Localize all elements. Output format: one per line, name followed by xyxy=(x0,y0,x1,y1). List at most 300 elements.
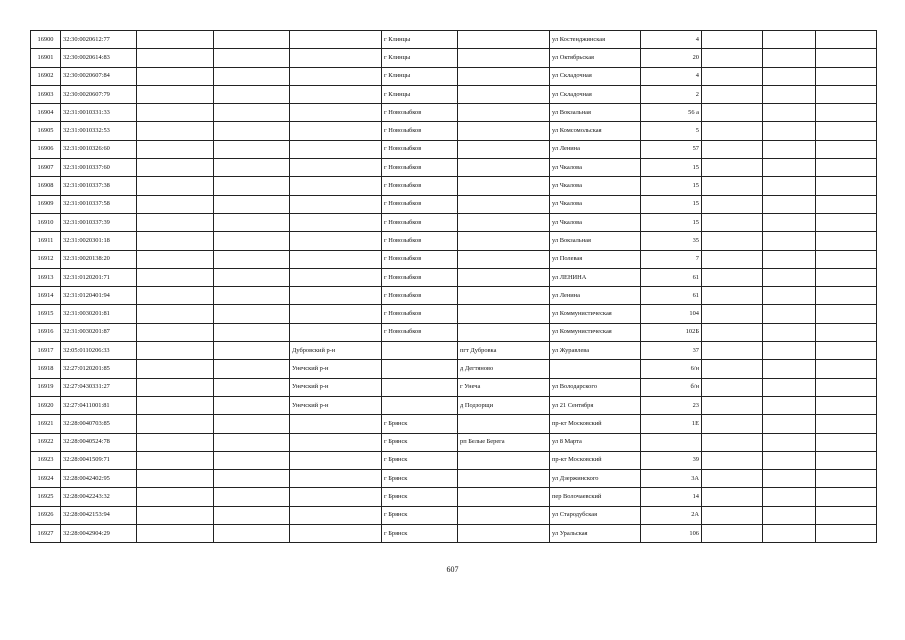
empty-cell xyxy=(816,451,877,469)
street-cell: ул Коммунистическая xyxy=(550,305,641,323)
city-cell: г Брянск xyxy=(382,488,458,506)
empty-cell xyxy=(137,506,214,524)
empty-cell xyxy=(214,506,290,524)
empty-cell xyxy=(763,85,816,103)
empty-cell xyxy=(214,177,290,195)
table-row xyxy=(31,470,877,488)
city-cell: г Новозыбков xyxy=(382,177,458,195)
record-number-cell: 16919 xyxy=(31,378,61,396)
empty-cell xyxy=(214,323,290,341)
settlement-cell: д Дегтяново xyxy=(458,360,550,378)
record-number-cell: 16916 xyxy=(31,323,61,341)
district-cell xyxy=(290,451,382,469)
house-number-cell: 6/н xyxy=(641,360,702,378)
house-number-cell: 39 xyxy=(641,451,702,469)
record-number-cell: 16900 xyxy=(31,31,61,49)
city-cell: г Клинцы xyxy=(382,85,458,103)
cadastral-number-cell: 32:31:0010337:39 xyxy=(61,213,137,231)
cadastral-number-cell: 32:28:0042243:32 xyxy=(61,488,137,506)
city-cell xyxy=(382,378,458,396)
street-cell: пер Волочаевский xyxy=(550,488,641,506)
record-number-cell: 16921 xyxy=(31,415,61,433)
table-row xyxy=(31,396,877,414)
empty-cell xyxy=(702,451,763,469)
house-number-cell: 20 xyxy=(641,49,702,67)
empty-cell xyxy=(763,177,816,195)
empty-cell xyxy=(816,470,877,488)
table-row xyxy=(31,433,877,451)
cadastral-number-cell: 32:28:0040703:85 xyxy=(61,415,137,433)
empty-cell xyxy=(137,85,214,103)
empty-cell xyxy=(137,140,214,158)
house-number-cell: 23 xyxy=(641,396,702,414)
empty-cell xyxy=(763,213,816,231)
empty-cell xyxy=(816,177,877,195)
house-number-cell: 7 xyxy=(641,250,702,268)
table-row xyxy=(31,104,877,122)
empty-cell xyxy=(816,506,877,524)
empty-cell xyxy=(816,140,877,158)
record-number-cell: 16901 xyxy=(31,49,61,67)
record-number-cell: 16915 xyxy=(31,305,61,323)
cadastral-number-cell: 32:30:0020607:84 xyxy=(61,67,137,85)
cadastral-number-cell: 32:31:0120401:94 xyxy=(61,287,137,305)
record-number-cell: 16924 xyxy=(31,470,61,488)
street-cell: ул Вокзальная xyxy=(550,104,641,122)
settlement-cell xyxy=(458,104,550,122)
empty-cell xyxy=(702,31,763,49)
empty-cell xyxy=(816,213,877,231)
record-number-cell: 16910 xyxy=(31,213,61,231)
table-row xyxy=(31,305,877,323)
house-number-cell: 4 xyxy=(641,67,702,85)
settlement-cell xyxy=(458,488,550,506)
city-cell: г Новозыбков xyxy=(382,213,458,231)
empty-cell xyxy=(702,104,763,122)
empty-cell xyxy=(702,305,763,323)
table-row xyxy=(31,195,877,213)
cadastral-number-cell: 32:28:0042153:94 xyxy=(61,506,137,524)
street-cell: ул Дзержинского xyxy=(550,470,641,488)
settlement-cell xyxy=(458,250,550,268)
city-cell xyxy=(382,342,458,360)
district-cell: Унечский р-н xyxy=(290,378,382,396)
empty-cell xyxy=(763,415,816,433)
city-cell: г Новозыбков xyxy=(382,104,458,122)
empty-cell xyxy=(763,67,816,85)
empty-cell xyxy=(702,140,763,158)
empty-cell xyxy=(816,378,877,396)
record-number-cell: 16926 xyxy=(31,506,61,524)
district-cell xyxy=(290,268,382,286)
cadastral-number-cell: 32:27:0120201:85 xyxy=(61,360,137,378)
street-cell: ул Ленина xyxy=(550,140,641,158)
street-cell: пр-кт Московский xyxy=(550,415,641,433)
street-cell: ул Чкалова xyxy=(550,159,641,177)
empty-cell xyxy=(763,506,816,524)
settlement-cell xyxy=(458,268,550,286)
street-cell: ул Полевая xyxy=(550,250,641,268)
house-number-cell: 1Е xyxy=(641,415,702,433)
empty-cell xyxy=(137,31,214,49)
city-cell: г Новозыбков xyxy=(382,195,458,213)
empty-cell xyxy=(137,305,214,323)
street-cell: ул Журавлева xyxy=(550,342,641,360)
district-cell xyxy=(290,85,382,103)
city-cell: г Новозыбков xyxy=(382,287,458,305)
street-cell: ул Ленина xyxy=(550,287,641,305)
street-cell: ул Чкалова xyxy=(550,213,641,231)
street-cell: ул Володарского xyxy=(550,378,641,396)
record-number-cell: 16927 xyxy=(31,525,61,543)
district-cell xyxy=(290,287,382,305)
empty-cell xyxy=(763,287,816,305)
cadastral-number-cell: 32:31:0010331:33 xyxy=(61,104,137,122)
district-cell: Унечский р-н xyxy=(290,396,382,414)
city-cell: г Новозыбков xyxy=(382,122,458,140)
empty-cell xyxy=(816,305,877,323)
empty-cell xyxy=(763,525,816,543)
district-cell xyxy=(290,195,382,213)
empty-cell xyxy=(214,396,290,414)
empty-cell xyxy=(214,232,290,250)
city-cell: г Клинцы xyxy=(382,67,458,85)
empty-cell xyxy=(763,305,816,323)
empty-cell xyxy=(137,268,214,286)
empty-cell xyxy=(702,250,763,268)
empty-cell xyxy=(816,195,877,213)
settlement-cell xyxy=(458,323,550,341)
record-number-cell: 16914 xyxy=(31,287,61,305)
city-cell: г Новозыбков xyxy=(382,159,458,177)
house-number-cell: 14 xyxy=(641,488,702,506)
district-cell xyxy=(290,213,382,231)
empty-cell xyxy=(214,122,290,140)
table-row xyxy=(31,415,877,433)
empty-cell xyxy=(763,104,816,122)
empty-cell xyxy=(137,396,214,414)
record-number-cell: 16923 xyxy=(31,451,61,469)
house-number-cell: 104 xyxy=(641,305,702,323)
record-number-cell: 16911 xyxy=(31,232,61,250)
empty-cell xyxy=(763,122,816,140)
city-cell: г Новозыбков xyxy=(382,323,458,341)
city-cell xyxy=(382,396,458,414)
empty-cell xyxy=(137,451,214,469)
district-cell xyxy=(290,49,382,67)
street-cell: ул 21 Сентября xyxy=(550,396,641,414)
table-row xyxy=(31,451,877,469)
empty-cell xyxy=(214,67,290,85)
empty-cell xyxy=(816,268,877,286)
cadastral-number-cell: 32:28:0040524:78 xyxy=(61,433,137,451)
house-number-cell: 3А xyxy=(641,470,702,488)
empty-cell xyxy=(816,85,877,103)
empty-cell xyxy=(702,287,763,305)
city-cell: г Брянск xyxy=(382,451,458,469)
empty-cell xyxy=(702,506,763,524)
house-number-cell: 61 xyxy=(641,287,702,305)
table-row xyxy=(31,85,877,103)
empty-cell xyxy=(702,268,763,286)
house-number-cell: б/н xyxy=(641,378,702,396)
cadastral-number-cell: 32:30:0020614:83 xyxy=(61,49,137,67)
street-cell: ул ЛЕНИНА xyxy=(550,268,641,286)
district-cell xyxy=(290,122,382,140)
district-cell xyxy=(290,305,382,323)
table-row xyxy=(31,177,877,195)
settlement-cell xyxy=(458,213,550,231)
empty-cell xyxy=(763,378,816,396)
empty-cell xyxy=(137,122,214,140)
table-row xyxy=(31,213,877,231)
cadastral-number-cell: 32:28:0042402:95 xyxy=(61,470,137,488)
settlement-cell xyxy=(458,232,550,250)
street-cell: ул Чкалова xyxy=(550,177,641,195)
settlement-cell xyxy=(458,31,550,49)
house-number-cell: 106 xyxy=(641,525,702,543)
house-number-cell: 15 xyxy=(641,177,702,195)
district-cell xyxy=(290,159,382,177)
table-row xyxy=(31,122,877,140)
city-cell: г Новозыбков xyxy=(382,232,458,250)
empty-cell xyxy=(763,250,816,268)
record-number-cell: 16918 xyxy=(31,360,61,378)
empty-cell xyxy=(702,470,763,488)
registry-table xyxy=(30,30,877,543)
settlement-cell xyxy=(458,506,550,524)
empty-cell xyxy=(763,323,816,341)
page-number: 607 xyxy=(446,565,459,574)
empty-cell xyxy=(137,287,214,305)
settlement-cell xyxy=(458,49,550,67)
empty-cell xyxy=(763,342,816,360)
house-number-cell xyxy=(641,433,702,451)
empty-cell xyxy=(214,360,290,378)
cadastral-number-cell: 32:31:0030201:87 xyxy=(61,323,137,341)
settlement-cell: рп Белые Берега xyxy=(458,433,550,451)
record-number-cell: 16906 xyxy=(31,140,61,158)
empty-cell xyxy=(214,250,290,268)
street-cell: ул Уральская xyxy=(550,525,641,543)
empty-cell xyxy=(214,287,290,305)
city-cell: г Новозыбков xyxy=(382,305,458,323)
empty-cell xyxy=(763,360,816,378)
empty-cell xyxy=(214,451,290,469)
settlement-cell xyxy=(458,122,550,140)
table-row xyxy=(31,140,877,158)
table-row xyxy=(31,488,877,506)
empty-cell xyxy=(214,104,290,122)
settlement-cell xyxy=(458,525,550,543)
record-number-cell: 16908 xyxy=(31,177,61,195)
table-row xyxy=(31,506,877,524)
empty-cell xyxy=(763,49,816,67)
table-row xyxy=(31,323,877,341)
empty-cell xyxy=(763,140,816,158)
record-number-cell: 16904 xyxy=(31,104,61,122)
empty-cell xyxy=(214,525,290,543)
record-number-cell: 16922 xyxy=(31,433,61,451)
district-cell xyxy=(290,232,382,250)
record-number-cell: 16907 xyxy=(31,159,61,177)
empty-cell xyxy=(137,525,214,543)
cadastral-number-cell: 32:31:0120201:71 xyxy=(61,268,137,286)
empty-cell xyxy=(702,360,763,378)
settlement-cell xyxy=(458,67,550,85)
table-row xyxy=(31,360,877,378)
city-cell: г Новозыбков xyxy=(382,140,458,158)
empty-cell xyxy=(702,378,763,396)
district-cell xyxy=(290,433,382,451)
settlement-cell xyxy=(458,451,550,469)
empty-cell xyxy=(816,159,877,177)
settlement-cell xyxy=(458,415,550,433)
district-cell xyxy=(290,250,382,268)
empty-cell xyxy=(763,31,816,49)
cadastral-number-cell: 32:31:0010326:60 xyxy=(61,140,137,158)
district-cell xyxy=(290,415,382,433)
empty-cell xyxy=(816,104,877,122)
record-number-cell: 16920 xyxy=(31,396,61,414)
district-cell xyxy=(290,488,382,506)
district-cell xyxy=(290,525,382,543)
street-cell: ул Складочная xyxy=(550,67,641,85)
record-number-cell: 16909 xyxy=(31,195,61,213)
empty-cell xyxy=(763,433,816,451)
cadastral-number-cell: 32:30:0020612:77 xyxy=(61,31,137,49)
empty-cell xyxy=(214,140,290,158)
empty-cell xyxy=(214,49,290,67)
cadastral-number-cell: 32:27:0430331:27 xyxy=(61,378,137,396)
empty-cell xyxy=(214,342,290,360)
empty-cell xyxy=(763,159,816,177)
empty-cell xyxy=(702,213,763,231)
city-cell: г Брянск xyxy=(382,415,458,433)
house-number-cell: 35 xyxy=(641,232,702,250)
district-cell: Дубровский р-н xyxy=(290,342,382,360)
empty-cell xyxy=(816,525,877,543)
district-cell: Унечский р-н xyxy=(290,360,382,378)
settlement-cell: пгт Дубровка xyxy=(458,342,550,360)
empty-cell xyxy=(137,415,214,433)
house-number-cell: 102Б xyxy=(641,323,702,341)
settlement-cell xyxy=(458,85,550,103)
empty-cell xyxy=(763,195,816,213)
empty-cell xyxy=(763,488,816,506)
record-number-cell: 16912 xyxy=(31,250,61,268)
empty-cell xyxy=(816,342,877,360)
district-cell xyxy=(290,506,382,524)
street-cell: ул Складочная xyxy=(550,85,641,103)
house-number-cell: 57 xyxy=(641,140,702,158)
cadastral-number-cell: 32:05:0110206:33 xyxy=(61,342,137,360)
empty-cell xyxy=(702,177,763,195)
table-row xyxy=(31,31,877,49)
settlement-cell xyxy=(458,470,550,488)
empty-cell xyxy=(816,323,877,341)
empty-cell xyxy=(137,378,214,396)
table-row xyxy=(31,232,877,250)
empty-cell xyxy=(214,195,290,213)
empty-cell xyxy=(763,232,816,250)
empty-cell xyxy=(214,85,290,103)
empty-cell xyxy=(702,232,763,250)
empty-cell xyxy=(702,159,763,177)
city-cell: г Новозыбков xyxy=(382,250,458,268)
empty-cell xyxy=(214,470,290,488)
cadastral-number-cell: 32:28:0041509:71 xyxy=(61,451,137,469)
district-cell xyxy=(290,140,382,158)
record-number-cell: 16905 xyxy=(31,122,61,140)
empty-cell xyxy=(702,342,763,360)
empty-cell xyxy=(214,159,290,177)
house-number-cell: 37 xyxy=(641,342,702,360)
empty-cell xyxy=(763,451,816,469)
empty-cell xyxy=(816,31,877,49)
record-number-cell: 16925 xyxy=(31,488,61,506)
city-cell xyxy=(382,360,458,378)
empty-cell xyxy=(816,415,877,433)
empty-cell xyxy=(763,470,816,488)
empty-cell xyxy=(214,213,290,231)
table-row xyxy=(31,342,877,360)
house-number-cell: 4 xyxy=(641,31,702,49)
settlement-cell xyxy=(458,305,550,323)
cadastral-number-cell: 32:31:0010337:60 xyxy=(61,159,137,177)
empty-cell xyxy=(137,342,214,360)
empty-cell xyxy=(214,305,290,323)
empty-cell xyxy=(137,250,214,268)
empty-cell xyxy=(214,488,290,506)
city-cell: г Брянск xyxy=(382,433,458,451)
table-row xyxy=(31,250,877,268)
empty-cell xyxy=(816,232,877,250)
cadastral-number-cell: 32:27:0411001:81 xyxy=(61,396,137,414)
empty-cell xyxy=(137,213,214,231)
empty-cell xyxy=(137,232,214,250)
record-number-cell: 16917 xyxy=(31,342,61,360)
house-number-cell: 2А xyxy=(641,506,702,524)
empty-cell xyxy=(816,250,877,268)
empty-cell xyxy=(702,49,763,67)
empty-cell xyxy=(816,488,877,506)
settlement-cell xyxy=(458,177,550,195)
empty-cell xyxy=(816,122,877,140)
table-row xyxy=(31,268,877,286)
empty-cell xyxy=(816,287,877,305)
house-number-cell: 15 xyxy=(641,195,702,213)
empty-cell xyxy=(137,177,214,195)
empty-cell xyxy=(214,268,290,286)
district-cell xyxy=(290,31,382,49)
empty-cell xyxy=(763,396,816,414)
city-cell: г Брянск xyxy=(382,525,458,543)
empty-cell xyxy=(137,195,214,213)
empty-cell xyxy=(214,378,290,396)
cadastral-number-cell: 32:31:0010337:38 xyxy=(61,177,137,195)
house-number-cell: 61 xyxy=(641,268,702,286)
empty-cell xyxy=(702,488,763,506)
settlement-cell: д Подзорщи xyxy=(458,396,550,414)
record-number-cell: 16902 xyxy=(31,67,61,85)
empty-cell xyxy=(214,31,290,49)
empty-cell xyxy=(137,104,214,122)
street-cell: пр-кт Московский xyxy=(550,451,641,469)
cadastral-number-cell: 32:31:0030201:81 xyxy=(61,305,137,323)
street-cell xyxy=(550,360,641,378)
table-row xyxy=(31,67,877,85)
